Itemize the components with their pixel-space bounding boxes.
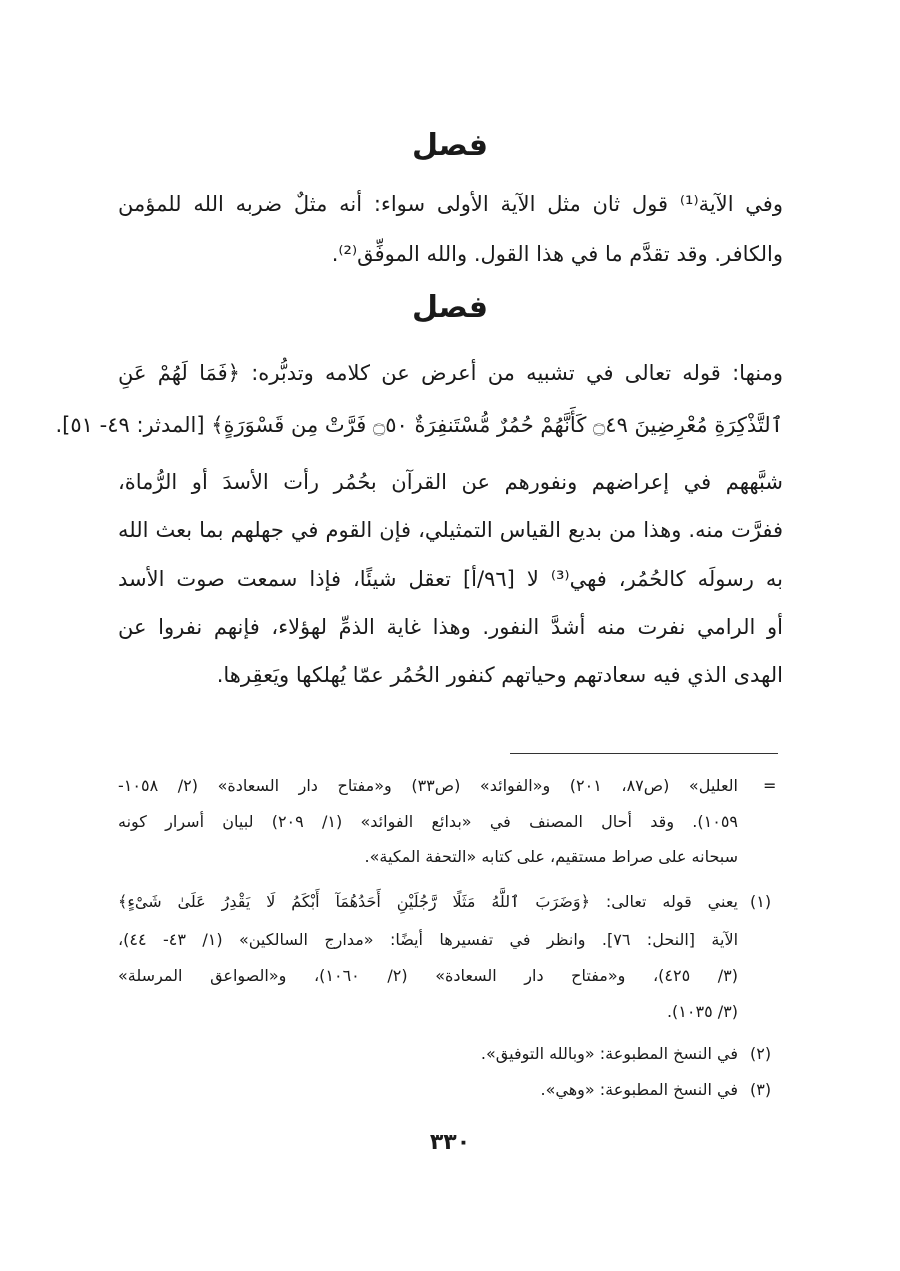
body-line: أو الرامي نفرت منه أشدَّ النفور. وهذا غاية الذمِّ لهؤلاء، فإنهم نفروا عن: [118, 615, 783, 639]
page-number: ٣٣٠: [429, 1130, 471, 1155]
quran-verse-line: ٱلتَّذْكِرَةِ مُعْرِضِينَ ۝٤٩ كَأَنَّهُمْ حُمُرٌ مُّسْتَنفِرَةٌ ۝٥٠ فَرَّتْ مِن قَسْوَرَةٍ﴾ [المدثر: ٤٩- ٥١].: [55, 413, 783, 437]
footnote-line: (٣/ ٤٢٥)، و«مفتاح دار السعادة» (٢/ ١٠٦٠)، و«الصواعق المرسلة»: [118, 966, 739, 985]
body-line: وفي الآية⁽¹⁾ قول ثان مثل الآية الأولى سواء: أنه مثلٌ ضربه الله للمؤمن: [118, 192, 783, 216]
footnote-separator: [510, 753, 778, 754]
footnote-marker-1: (١): [750, 892, 772, 911]
footnote-marker-3: (٣): [750, 1080, 772, 1099]
footnote-continuation-marker: =: [763, 776, 777, 795]
body-line: والكافر. وقد تقدَّم ما في هذا القول. والله الموفِّق⁽²⁾.: [331, 242, 783, 266]
body-line: شبَّههم في إعراضهم ونفورهم عن القرآن بحُمُر رأت الأسدَ أو الرُّماة،: [118, 470, 783, 494]
body-line: الهدى الذي فيه سعادتهم وحياتهم كنفور الحُمُر عمّا يُهلكها ويَعقِرها.: [216, 663, 783, 687]
body-line: ومنها: قوله تعالى في تشبيه من أعرض عن كلامه وتدبُّره: ﴿فَمَا لَهُمْ عَنِ: [118, 361, 783, 385]
footnote-marker-2: (٢): [750, 1044, 772, 1063]
section-heading-2: فصل: [412, 290, 488, 325]
footnote-line: العليل» (ص٨٧، ٢٠١) و«الفوائد» (ص٣٣) و«مفتاح دار السعادة» (٢/ ١٠٥٨-: [118, 776, 738, 795]
section-heading-1: فصل: [412, 128, 488, 163]
footnote-line: في النسخ المطبوعة: «وهي».: [540, 1080, 738, 1099]
footnote-line: في النسخ المطبوعة: «وبالله التوفيق».: [480, 1044, 738, 1063]
footnote-line: ١٠٥٩). وقد أحال المصنف في «بدائع الفوائد» (١/ ٢٠٩) لبيان أسرار كونه: [118, 812, 739, 831]
footnote-line: يعني قوله تعالى: ﴿وَضَرَبَ ٱللَّهُ مَثَلًا رَّجُلَيْنِ أَحَدُهُمَآ أَبْكَمُ لَا يَقْدِرُ عَلَىٰ شَىْءٍ﴾: [118, 892, 738, 911]
footnote-line: سبحانه على صراط مستقيم، على كتابه «التحفة المكية».: [364, 847, 738, 866]
body-line: به رسولَه كالحُمُر، فهي⁽³⁾ لا [٩٦/أ] تعقل شيئًا، فإذا سمعت صوت الأسد: [118, 567, 784, 591]
body-line: ففرَّت منه. وهذا من بديع القياس التمثيلي، فإن القوم في جهلهم بما بعث الله: [118, 518, 783, 542]
footnote-line: الآية [النحل: ٧٦]. وانظر في تفسيرها أيضًا: «مدارج السالكين» (١/ ٤٣- ٤٤)،: [118, 930, 739, 949]
footnote-line: (٣/ ١٠٣٥).: [666, 1002, 738, 1021]
